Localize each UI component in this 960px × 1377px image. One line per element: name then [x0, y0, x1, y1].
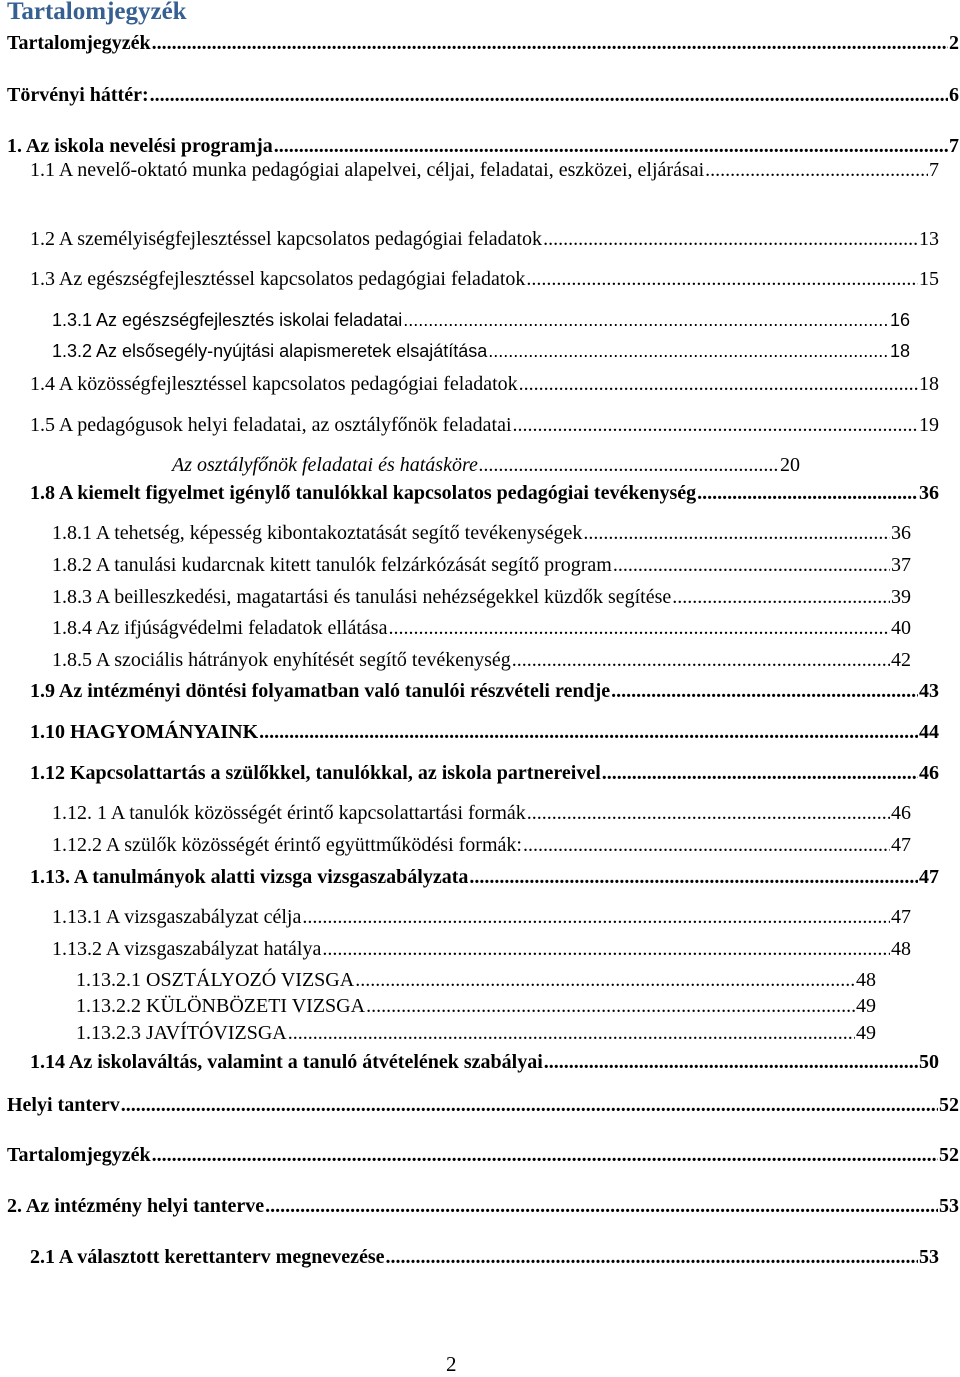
toc-entry-page: 46	[891, 802, 911, 824]
toc-entry-title: Tartalomjegyzék	[7, 32, 151, 54]
toc-entry[interactable]	[30, 414, 939, 442]
toc-entry-title: 1. Az iskola nevelési programja	[7, 135, 273, 157]
toc-entry-title: 1.8.1 A tehetség, képesség kibontakoztatását segítő tevékenységek	[52, 522, 583, 544]
toc-entry-title: 1.12 Kapcsolattartás a szülőkkel, tanulókkal, az iskola partnereivel	[30, 762, 601, 784]
toc-entry-page: 46	[919, 762, 939, 784]
dot-leader	[288, 1022, 855, 1045]
dot-leader	[322, 938, 890, 961]
dot-leader	[388, 617, 890, 640]
toc-entry-title: 1.12.2 A szülők közösségét érintő együttműködési formák:	[52, 834, 522, 856]
toc-entry[interactable]	[52, 617, 911, 645]
toc-entry[interactable]	[52, 938, 911, 966]
toc-entry-title: 1.1 A nevelő-oktató munka pedagógiai alapelvei, céljai, feladatai, eszközei, eljárásai	[30, 159, 705, 181]
toc-entry-page: 37	[891, 554, 911, 576]
dot-leader	[152, 1144, 938, 1167]
dot-leader	[544, 1051, 918, 1074]
dot-leader	[602, 762, 918, 785]
toc-entry-page: 40	[891, 617, 911, 639]
toc-entry-page: 18	[889, 341, 910, 361]
toc-entry-page: 47	[919, 866, 939, 888]
dot-leader	[152, 32, 948, 55]
toc-entry[interactable]	[30, 866, 939, 894]
dot-leader	[366, 995, 855, 1018]
dot-leader	[519, 373, 918, 396]
toc-entry-page: 20	[780, 454, 800, 476]
toc-entry[interactable]	[52, 802, 911, 830]
page-number: 2	[446, 1352, 457, 1376]
toc-entry[interactable]	[52, 834, 911, 862]
toc-entry-title: 1.4 A közösségfejlesztéssel kapcsolatos pedagógiai feladatok	[30, 373, 518, 395]
toc-entry-title: 2. Az intézmény helyi tanterve	[7, 1195, 265, 1217]
toc-entry-title: 1.2 A személyiségfejlesztéssel kapcsolatos pedagógiai feladatok	[30, 228, 543, 250]
toc-entry-page: 19	[919, 414, 939, 436]
toc-entry-title: 1.8.3 A beilleszkedési, magatartási és tanulási nehézségekkel küzdők segítése	[52, 586, 672, 608]
dot-leader	[613, 554, 890, 577]
toc-entry-page: 52	[939, 1144, 959, 1166]
toc-entry-title: 1.9 Az intézményi döntési folyamatban való tanulói részvételi rendje	[30, 680, 611, 702]
toc-entry-title: 1.13.2.3 JAVÍTÓVIZSGA	[76, 1022, 287, 1044]
dot-leader	[705, 159, 928, 182]
dot-leader	[259, 721, 918, 744]
toc-entry-page: 2	[949, 32, 959, 54]
dot-leader	[611, 680, 918, 703]
toc-entry-title: 1.13. A tanulmányok alatti vizsga vizsgaszabályzata	[30, 866, 469, 888]
toc-entry[interactable]	[172, 454, 800, 482]
toc-entry-page: 36	[891, 522, 911, 544]
toc-entry[interactable]	[52, 554, 911, 582]
toc-entry-title: Az osztályfőnök feladatai és hatásköre	[172, 454, 478, 476]
dot-leader	[469, 866, 918, 889]
toc-entry-page: 44	[919, 721, 939, 743]
dot-leader	[403, 310, 889, 331]
toc-entry-title: Tartalomjegyzék	[7, 1144, 151, 1166]
page-heading: Tartalomjegyzék	[7, 0, 187, 25]
toc-entry-title: 1.12. 1 A tanulók közösségét érintő kapcsolattartási formák	[52, 802, 526, 824]
toc-entry-title: 1.8.2 A tanulási kudarcnak kitett tanulók felzárkózását segítő program	[52, 554, 612, 576]
toc-entry-title: 1.10 HAGYOMÁNYAINK	[30, 721, 259, 743]
toc-entry[interactable]	[52, 649, 911, 677]
dot-leader	[386, 1246, 918, 1269]
dot-leader	[150, 84, 948, 107]
toc-entry-page: 52	[939, 1094, 959, 1116]
toc-entry-page: 6	[949, 84, 959, 106]
toc-entry-page: 49	[856, 1022, 876, 1044]
toc-entry-title: 1.13.1 A vizsgaszabályzat célja	[52, 906, 302, 928]
toc-entry-page: 47	[891, 834, 911, 856]
toc-entry[interactable]	[30, 721, 939, 749]
toc-entry-title: 1.3 Az egészségfejlesztéssel kapcsolatos pedagógiai feladatok	[30, 268, 526, 290]
toc-entry[interactable]	[30, 159, 939, 187]
toc-entry-page: 18	[919, 373, 939, 395]
dot-leader	[583, 522, 890, 545]
toc-entry-page: 49	[856, 995, 876, 1017]
toc-entry-page: 36	[919, 482, 939, 504]
toc-entry-page: 15	[919, 268, 939, 290]
toc-entry-title: 1.14 Az iskolaváltás, valamint a tanuló átvételének szabályai	[30, 1051, 543, 1073]
toc-entry-title: 2.1 A választott kerettanterv megnevezése	[30, 1246, 385, 1268]
toc-entry-page: 42	[891, 649, 911, 671]
dot-leader	[274, 135, 948, 158]
dot-leader	[672, 586, 890, 609]
dot-leader	[488, 341, 889, 362]
dot-leader	[265, 1195, 938, 1218]
toc-entry[interactable]	[7, 1195, 959, 1223]
toc-entry-title: 1.3.1 Az egészségfejlesztés iskolai feladatai	[52, 310, 403, 330]
dot-leader	[523, 834, 890, 857]
dot-leader	[121, 1094, 938, 1117]
dot-leader	[513, 414, 918, 437]
toc-entry[interactable]	[7, 32, 959, 60]
toc-entry[interactable]	[52, 586, 911, 614]
toc-entry-page: 50	[919, 1051, 939, 1073]
toc-entry[interactable]	[30, 373, 939, 401]
toc-entry[interactable]	[7, 84, 959, 112]
dot-leader	[526, 268, 918, 291]
toc-entry[interactable]	[30, 680, 939, 708]
toc-entry-title: 1.8.4 Az ifjúságvédelmi feladatok ellátása	[52, 617, 388, 639]
toc-entry[interactable]	[76, 969, 876, 997]
dot-leader	[697, 482, 918, 505]
toc-entry[interactable]	[7, 1094, 959, 1122]
toc-entry-page: 16	[889, 310, 910, 330]
toc-entry[interactable]	[76, 1022, 876, 1050]
toc-entry-page: 7	[949, 135, 959, 157]
toc-entry[interactable]	[30, 228, 939, 256]
toc-entry-page: 48	[856, 969, 876, 991]
toc-entry-page: 53	[939, 1195, 959, 1217]
toc-entry-page: 43	[919, 680, 939, 702]
toc-entry[interactable]	[30, 1051, 939, 1079]
toc-entry-title: 1.3.2 Az elsősegély-nyújtási alapismeretek elsajátítása	[52, 341, 488, 361]
toc-entry-title: Törvényi háttér:	[7, 84, 149, 106]
toc-entry[interactable]	[76, 995, 876, 1023]
toc-entry-title: 1.8.5 A szociális hátrányok enyhítését segítő tevékenység	[52, 649, 511, 671]
toc-entry[interactable]	[30, 268, 939, 296]
toc-entry[interactable]	[30, 1246, 939, 1274]
dot-leader	[479, 454, 779, 477]
dot-leader	[302, 906, 890, 929]
toc-entry[interactable]	[52, 310, 910, 338]
toc-entry-title: 1.13.2 A vizsgaszabályzat hatálya	[52, 938, 322, 960]
toc-entry[interactable]	[52, 341, 910, 369]
dot-leader	[543, 228, 918, 251]
toc-entry-title: 1.13.2.1 OSZTÁLYOZÓ VIZSGA	[76, 969, 355, 991]
toc-entry-page: 39	[891, 586, 911, 608]
toc-entry[interactable]	[30, 482, 939, 510]
toc-entry-title: 1.8 A kiemelt figyelmet igénylő tanulókkal kapcsolatos pedagógiai tevékenység	[30, 482, 697, 504]
toc-entry-title: 1.5 A pedagógusok helyi feladatai, az osztályfőnök feladatai	[30, 414, 512, 436]
toc-entry-page: 48	[891, 938, 911, 960]
toc-entry[interactable]	[7, 1144, 959, 1172]
dot-leader	[527, 802, 890, 825]
toc-entry-title: Helyi tanterv	[7, 1094, 120, 1116]
toc-entry-page: 53	[919, 1246, 939, 1268]
toc-entry-page: 47	[891, 906, 911, 928]
toc-entry[interactable]	[52, 906, 911, 934]
toc-entry-page: 7	[929, 159, 939, 181]
dot-leader	[512, 649, 890, 672]
toc-entry[interactable]	[52, 522, 911, 550]
toc-entry-page: 13	[919, 228, 939, 250]
toc-entry-title: 1.13.2.2 KÜLÖNBÖZETI VIZSGA	[76, 995, 366, 1017]
toc-entry[interactable]	[30, 762, 939, 790]
dot-leader	[355, 969, 855, 992]
